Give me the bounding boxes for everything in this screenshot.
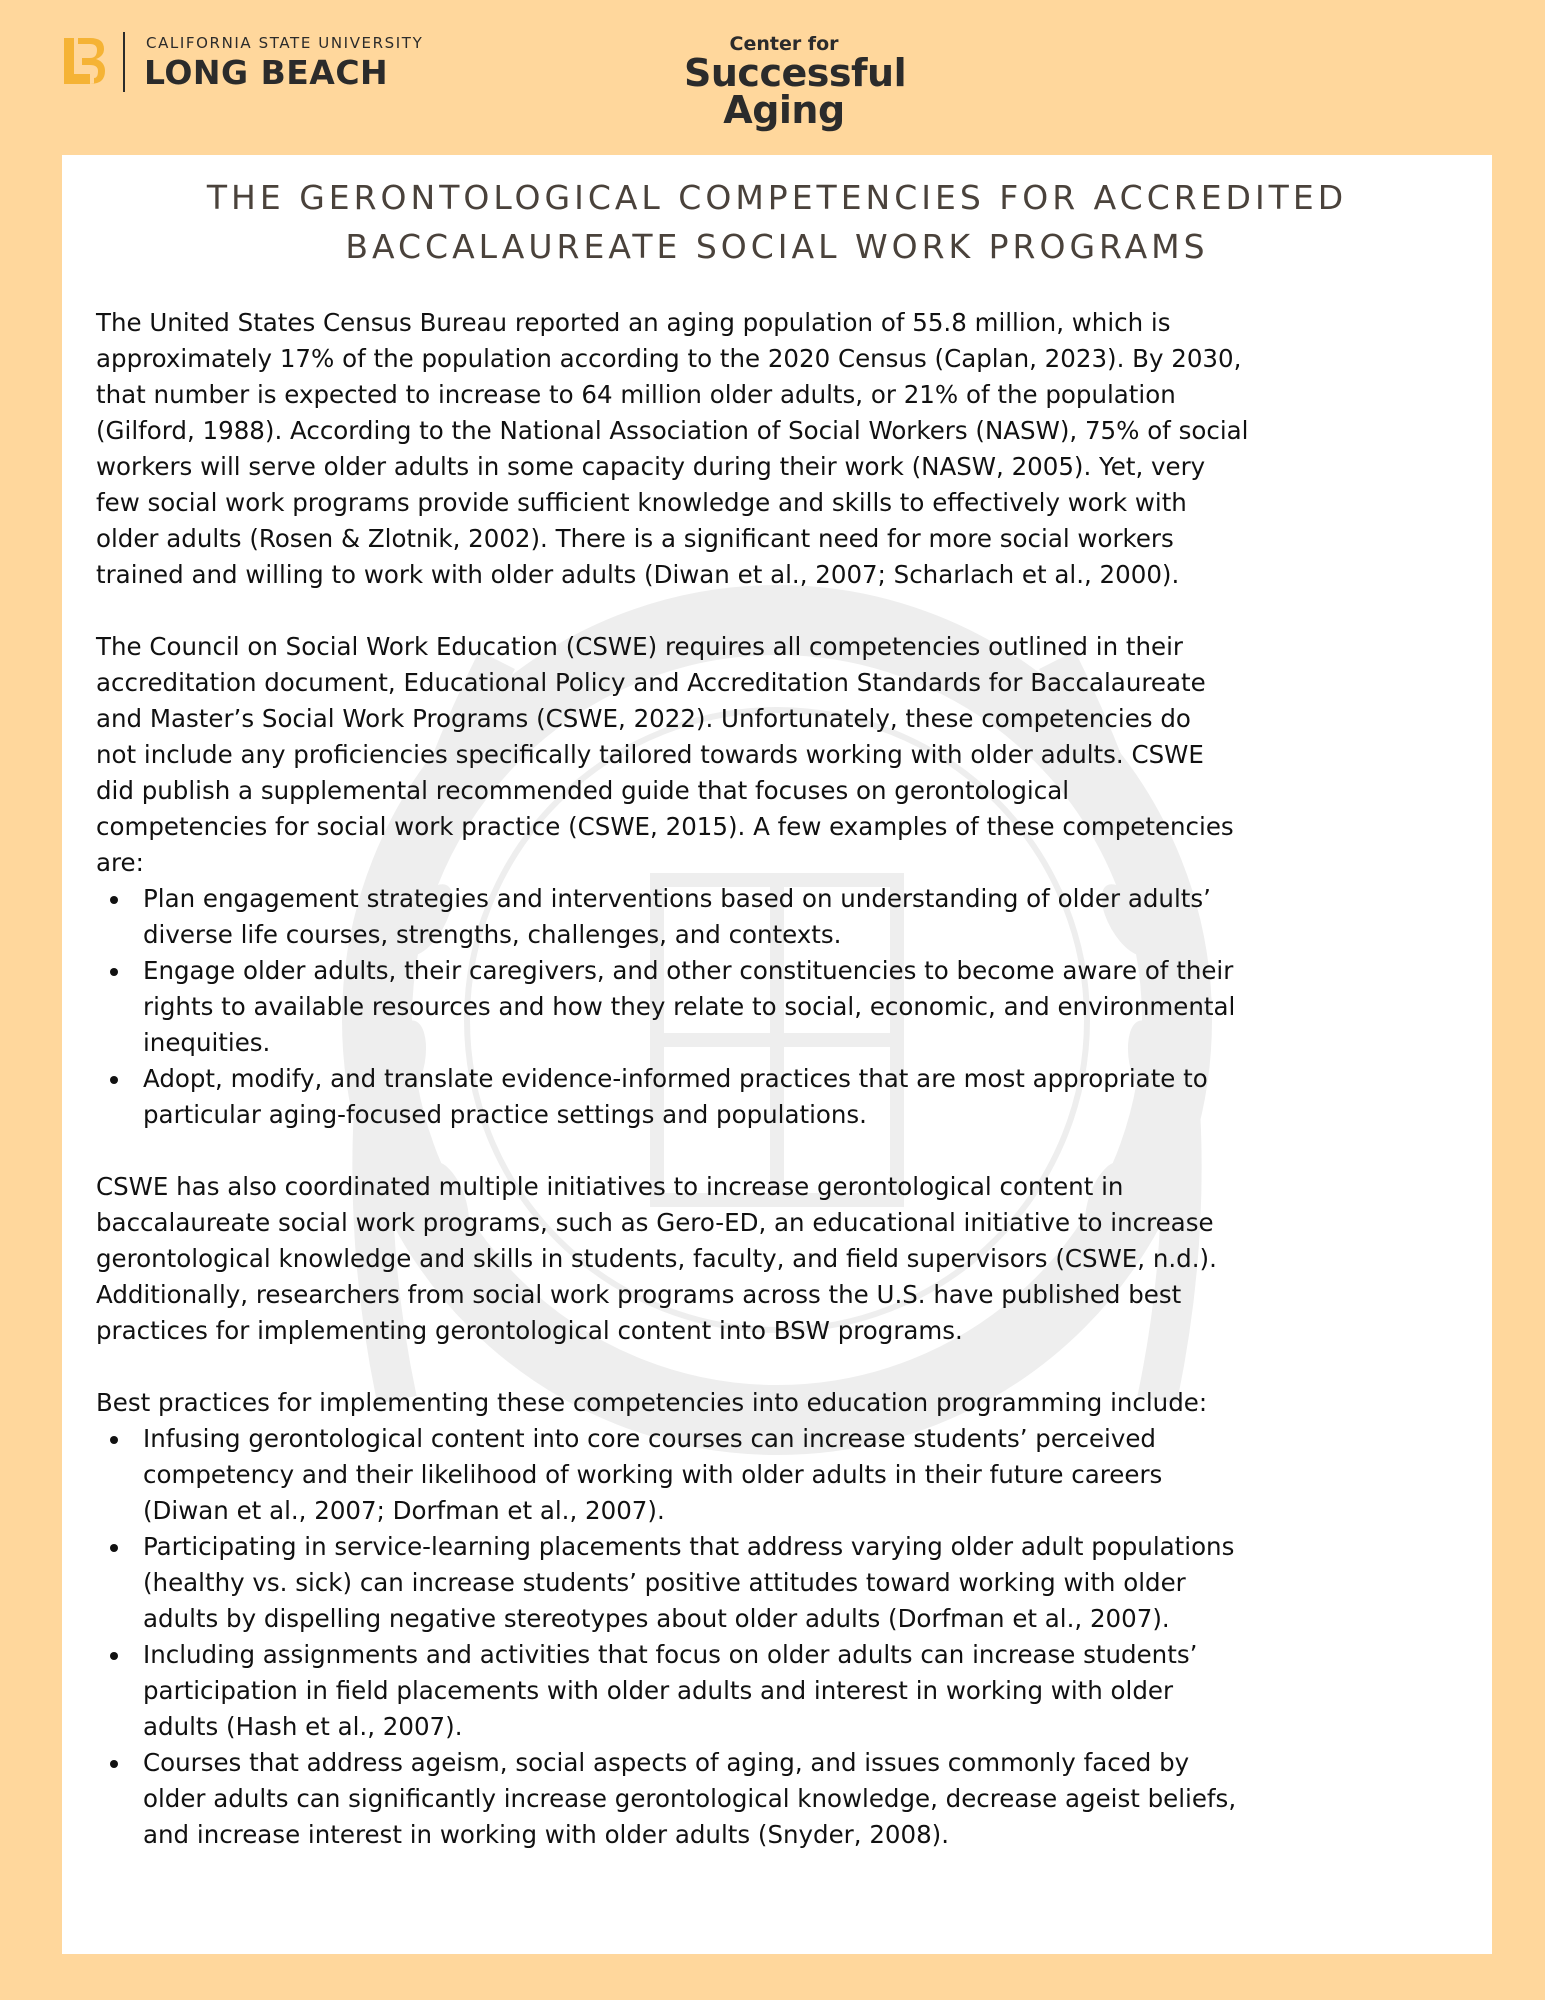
list-item (96, 1061, 1492, 1133)
list-item (96, 1529, 1492, 1637)
bullet-icon (110, 1652, 118, 1660)
bullet-icon (110, 896, 118, 904)
text-line: competency and their likelihood of working with older adults in their future careers (143, 1460, 1163, 1489)
text-line: approximately 17% of the population according to the 2020 Census (Caplan, 2023). By 2030, (96, 344, 1242, 373)
paragraph-initiatives (96, 1169, 1492, 1349)
text-line: Additionally, researchers from social work programs across the U.S. have published best (96, 1280, 1182, 1309)
paragraph-gap (96, 593, 1492, 629)
text-line: (healthy vs. sick) can increase students’ positive attitudes toward working with older (143, 1568, 1186, 1597)
bullet-icon (110, 1076, 118, 1084)
title-line-1: THE GERONTOLOGICAL COMPETENCIES FOR ACCREDITED (206, 178, 1348, 217)
text-line: participation in field placements with older adults and interest in working with older (143, 1676, 1174, 1705)
text-line: baccalaureate social work programs, such as Gero-ED, an educational initiative to increase (96, 1208, 1214, 1237)
paragraph-gap (96, 1133, 1492, 1169)
text-line: not include any proficiencies specifically tailored towards working with older adults. CSWE (96, 740, 1204, 769)
text-line: Participating in service-learning placements that address varying older adult populations (143, 1532, 1235, 1561)
list-item (96, 1745, 1492, 1853)
text-line: workers will serve older adults in some capacity during their work (NASW, 2005). Yet, very (96, 452, 1206, 481)
center-logo-line2: Successful (684, 51, 907, 95)
text-line: Including assignments and activities that focus on older adults can increase students’ (143, 1640, 1198, 1669)
text-line: Courses that address ageism, social aspects of aging, and issues commonly faced by (143, 1748, 1190, 1777)
document-card (62, 155, 1492, 1954)
center-logo-line3: Aging (723, 88, 845, 132)
text-line: adults by dispelling negative stereotypes about older adults (Dorfman et al., 2007). (143, 1604, 1170, 1633)
text-line: and increase interest in working with older adults (Snyder, 2008). (143, 1820, 950, 1849)
text-line: adults (Hash et al., 2007). (143, 1712, 463, 1741)
text-line: accreditation document, Educational Policy and Accreditation Standards for Baccalaureate (96, 668, 1206, 697)
list-item (96, 1637, 1492, 1745)
text-line: particular aging-focused practice settings and populations. (143, 1100, 867, 1129)
background-corner-bottom-right (1492, 1660, 1545, 2000)
text-line: did publish a supplemental recommended guide that focuses on gerontological (96, 776, 1070, 805)
text-line: trained and willing to work with older adults (Diwan et al., 2007; Scharlach et al., 2000). (96, 560, 1180, 589)
text-line: competencies for social work practice (CSWE, 2015). A few examples of these competencies (96, 812, 1234, 841)
paragraph-cswe (96, 629, 1492, 881)
best-practices-list (96, 1421, 1492, 1853)
logo-divider (123, 32, 125, 92)
paragraph-census (96, 305, 1492, 593)
background-corner-left (0, 155, 62, 195)
text-line: inequities. (143, 1028, 271, 1057)
text-line: few social work programs provide sufficient knowledge and skills to effectively work with (96, 488, 1187, 517)
text-line: The Council on Social Work Education (CSWE) requires all competencies outlined in their (96, 632, 1183, 661)
text-line: Adopt, modify, and translate evidence-informed practices that are most appropriate to (143, 1064, 1208, 1093)
university-name-top: CALIFORNIA STATE UNIVERSITY (146, 34, 424, 52)
center-for-successful-aging-logo (684, 33, 907, 132)
list-item (96, 953, 1492, 1061)
page-title (62, 173, 1492, 271)
text-line: that number is expected to increase to 64 million older adults, or 21% of the population (96, 380, 1176, 409)
text-line: CSWE has also coordinated multiple initiatives to increase gerontological content in (96, 1172, 1124, 1201)
text-line: are: (96, 848, 144, 877)
competencies-list (96, 881, 1492, 1133)
paragraph-gap (96, 1349, 1492, 1385)
text-line: older adults (Rosen & Zlotnik, 2002). There is a significant need for more social workers (96, 524, 1174, 553)
text-line: Best practices for implementing these competencies into education programming include: (96, 1388, 1208, 1417)
text-line: practices for implementing gerontological content into BSW programs. (96, 1316, 963, 1345)
text-line: older adults can significantly increase gerontological knowledge, decrease ageist beliefs, (143, 1784, 1237, 1813)
bullet-icon (110, 1436, 118, 1444)
text-line: Infusing gerontological content into core courses can increase students’ perceived (143, 1424, 1156, 1453)
document-body (96, 305, 1492, 1853)
bullet-icon (110, 1544, 118, 1552)
text-line: diverse life courses, strengths, challenges, and contexts. (143, 920, 842, 949)
list-item (96, 881, 1492, 953)
bullet-icon (110, 968, 118, 976)
paragraph-best-practices-intro (96, 1385, 1492, 1421)
background-corner-top (1492, 155, 1545, 205)
header-bar (0, 0, 1545, 155)
title-line-2: BACCALAUREATE SOCIAL WORK PROGRAMS (345, 227, 1209, 266)
text-line: (Diwan et al., 2007; Dorfman et al., 2007). (143, 1496, 665, 1525)
text-line: Plan engagement strategies and interventions based on understanding of older adults’ (143, 884, 1211, 913)
list-item (96, 1421, 1492, 1529)
lb-monogram-icon (60, 34, 106, 88)
text-line: and Master’s Social Work Programs (CSWE, 2022). Unfortunately, these competencies do (96, 704, 1191, 733)
text-line: (Gilford, 1988). According to the National Association of Social Workers (NASW), 75% of social (96, 416, 1249, 445)
center-logo-line1: Center for (729, 33, 839, 55)
text-line: The United States Census Bureau reported an aging population of 55.8 million, which is (96, 308, 1171, 337)
text-line: rights to available resources and how they relate to social, economic, and environmental (143, 992, 1236, 1021)
text-line: gerontological knowledge and skills in students, faculty, and field supervisors (CSWE, n.d.). (96, 1244, 1217, 1273)
text-line: Engage older adults, their caregivers, and other constituencies to become aware of their (143, 956, 1234, 985)
bullet-icon (110, 1760, 118, 1768)
university-name-bottom: LONG BEACH (144, 53, 389, 92)
